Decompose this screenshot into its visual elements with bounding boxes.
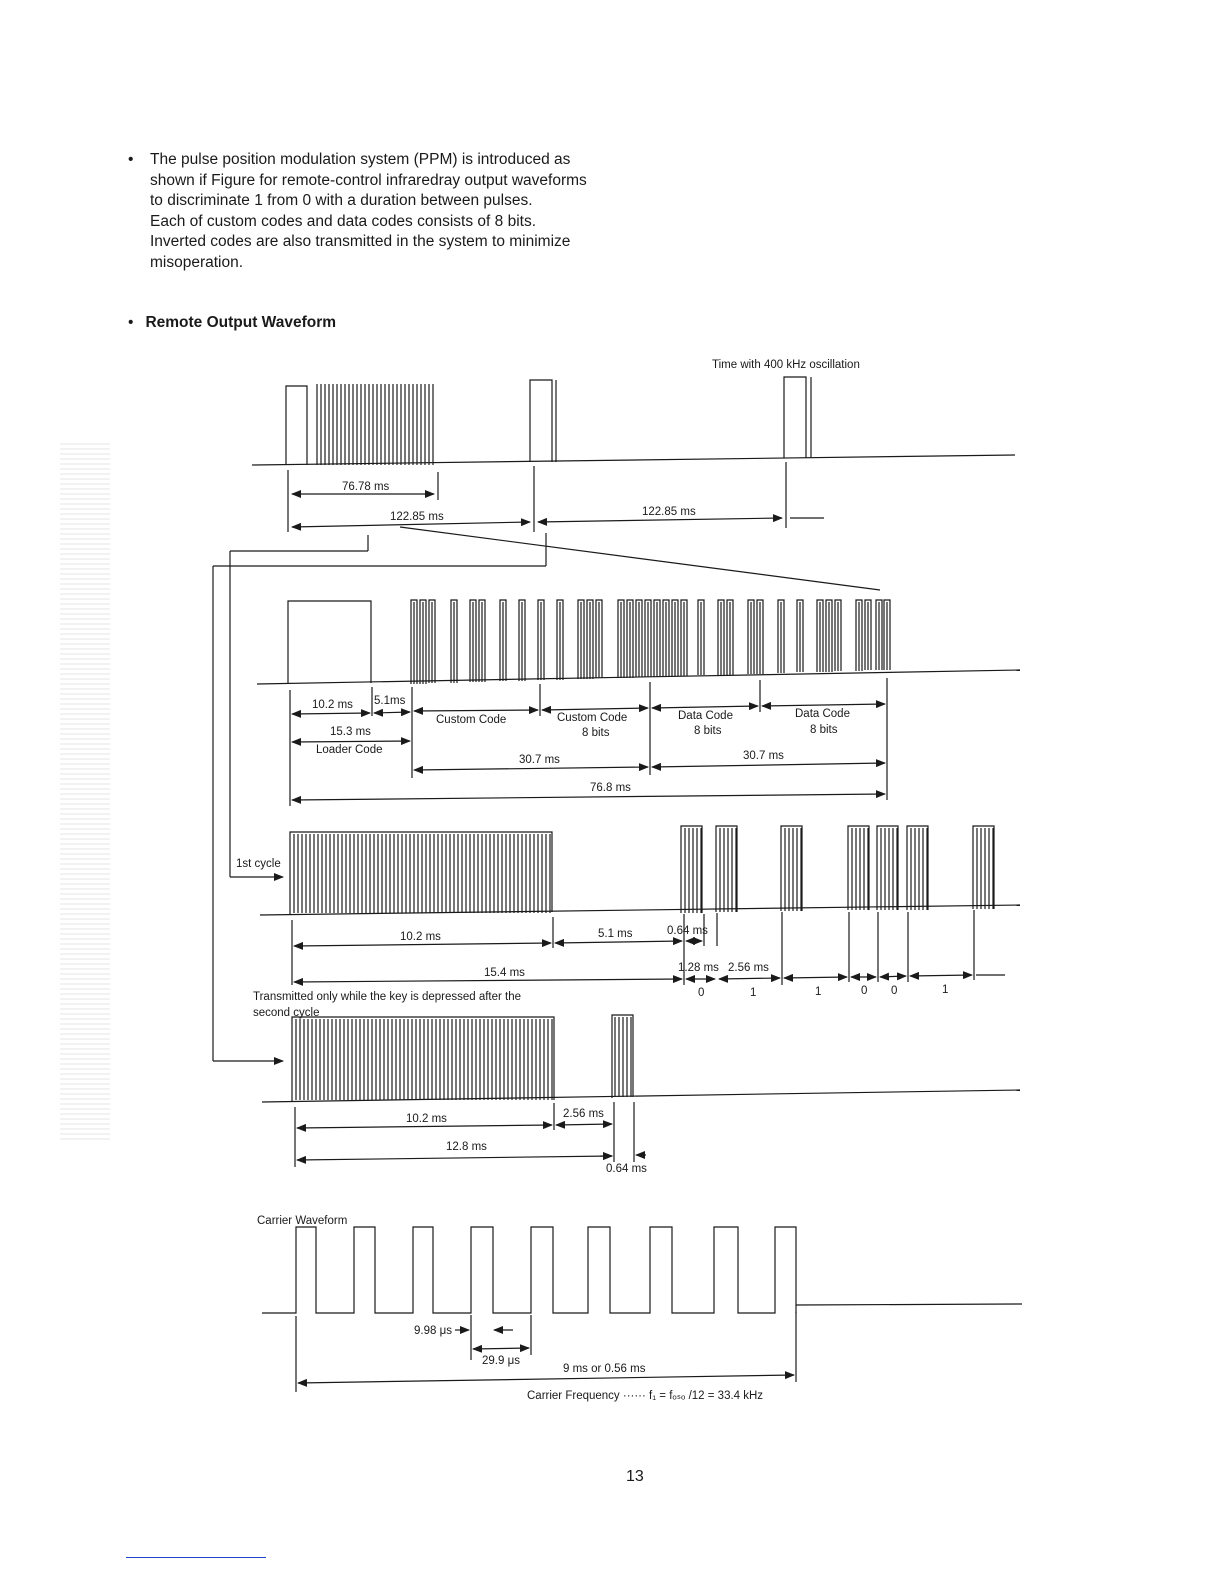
intro-paragraph-2: Each of custom codes and data codes consists of 8 bits. Inverted codes are also transmitted in the system to minimize misoperation.	[150, 212, 571, 271]
osc-note: Time with 400 kHz oscillation	[712, 359, 860, 371]
frame-waveform	[257, 600, 1020, 684]
footer-rule	[126, 1557, 266, 1558]
repeat-pulse-label: 0.64 ms	[606, 1163, 647, 1175]
frame-pulses	[411, 600, 890, 684]
leader-name-label: Loader Code	[316, 744, 383, 756]
data-code-2-label: Data Code	[795, 708, 850, 720]
bit-value-0: 0	[698, 987, 705, 999]
data-length-label: 30.7 ms	[743, 750, 784, 762]
overview-waveform	[252, 377, 1015, 465]
repeat-gap-label: 2.56 ms	[563, 1108, 604, 1120]
overview-burst	[317, 384, 433, 465]
carrier-burst-label: 9 ms or 0.56 ms	[563, 1363, 646, 1375]
repeat-pulse	[615, 1017, 631, 1097]
first-cycle-label: 1st cycle	[236, 858, 281, 870]
bit1-period-label: 2.56 ms	[728, 962, 769, 974]
cycle-low-label: 5.1 ms	[598, 928, 633, 940]
repeat-note-line-2: second cycle	[253, 1007, 320, 1019]
period-label-a: 122.85 ms	[390, 511, 444, 523]
repeat-note-line-1: Transmitted only while the key is depressed after the	[253, 991, 522, 1003]
custom-length-label: 30.7 ms	[519, 754, 560, 766]
carrier-frequency: Carrier Frequency ······ f₁ = fₒₛₒ /12 = 33.4 kHz	[527, 1390, 764, 1402]
leader-total-label: 15.3 ms	[330, 726, 371, 738]
bit-value-3: 0	[861, 985, 868, 997]
first-cycle-leader-burst	[294, 834, 550, 913]
bit-value-4: 0	[891, 985, 898, 997]
data-code-2-bits: 8 bits	[810, 724, 838, 736]
intro-bullet: •	[128, 151, 134, 168]
repeat-leader-burst	[296, 1019, 552, 1100]
bit-value-2: 1	[815, 986, 822, 998]
repeat-high-label: 10.2 ms	[406, 1113, 447, 1125]
first-cycle-bit-pulses	[681, 826, 994, 913]
leader-low-label: 5.1ms	[374, 695, 406, 707]
carrier-period: 29.9 μs	[482, 1355, 520, 1367]
carrier-low-time: 9.98 μs	[414, 1325, 452, 1337]
bit-value-1: 1	[750, 987, 757, 999]
cycle-high-label: 10.2 ms	[400, 931, 441, 943]
cycle-pulse-label: 0.64 ms	[667, 925, 708, 937]
repeat-waveform	[262, 1015, 1020, 1102]
custom-code-1-label: Custom Code	[436, 714, 507, 726]
repeat-total-label: 12.8 ms	[446, 1141, 487, 1153]
period-label-b: 122.85 ms	[642, 506, 696, 518]
carrier-label: Carrier Waveform	[257, 1215, 348, 1227]
custom-code-2-label: Custom Code	[557, 712, 628, 724]
bit-value-5: 1	[942, 984, 949, 996]
data-code-1-bits: 8 bits	[694, 725, 722, 737]
leader-high-label: 10.2 ms	[312, 699, 353, 711]
frame-length-label: 76.78 ms	[342, 481, 390, 493]
heading-title: Remote Output Waveform	[145, 314, 337, 331]
first-cycle-waveform	[260, 826, 1020, 915]
intro-paragraph-1: The pulse position modulation system (PPM) is introduced as shown if Figure for remote-control infraredray output waveforms to discriminate 1 from 0 with a duration between pulses.	[150, 151, 587, 209]
custom-code-2-bits: 8 bits	[582, 727, 610, 739]
frame-total-label: 76.8 ms	[590, 782, 631, 794]
data-code-1-label: Data Code	[678, 710, 733, 722]
carrier-waveform	[262, 1227, 1022, 1313]
cycle-total-label: 15.4 ms	[484, 967, 525, 979]
bit0-period-label: 1.28 ms	[678, 962, 719, 974]
heading-bullet: •	[128, 314, 134, 331]
page-number: 13	[626, 1468, 644, 1485]
